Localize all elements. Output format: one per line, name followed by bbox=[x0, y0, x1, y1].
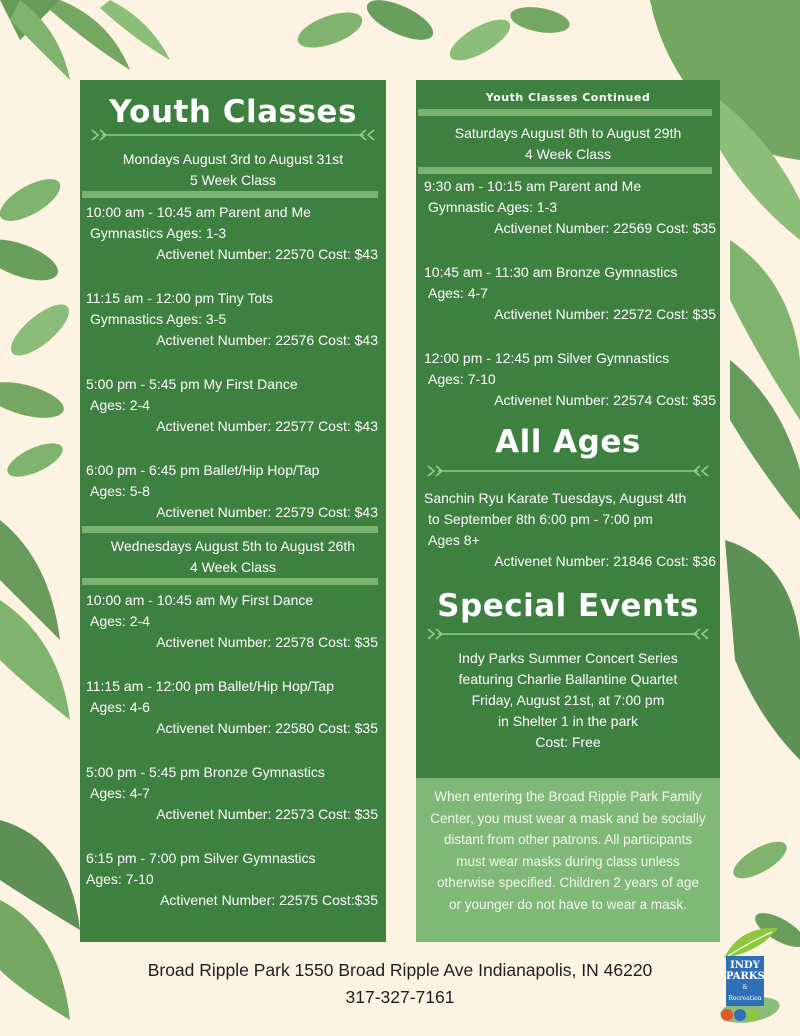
section-divider bbox=[418, 167, 712, 174]
class-entry: 10:45 am - 11:30 am Bronze Gymnastics Ages: 4-7 Activenet Number: 22572 Cost: $35 bbox=[424, 264, 716, 322]
wednesday-dates: Wednesdays August 5th to August 26th bbox=[110, 538, 356, 554]
special-events-title: Special Events bbox=[437, 588, 699, 624]
class-entry: 11:15 am - 12:00 pm Ballet/Hip Hop/Tap Ages: 4-6 Activenet Number: 22580 Cost: $35 bbox=[86, 678, 378, 736]
class-entry: 6:15 pm - 7:00 pm Silver Gymnastics Ages: 7-10 Activenet Number: 22575 Cost:$35 bbox=[86, 850, 378, 908]
monday-dates: Mondays August 3rd to August 31st bbox=[122, 151, 344, 167]
section-divider bbox=[418, 109, 712, 116]
youth-classes-title: Youth Classes bbox=[109, 94, 357, 130]
youth-classes-panel bbox=[80, 80, 386, 942]
monday-length: 5 Week Class bbox=[189, 172, 277, 188]
wednesday-length: 4 Week Class bbox=[189, 559, 277, 575]
concert-event: Indy Parks Summer Concert Series featuring Charlie Ballantine Quartet Friday, August 21st, at 7:00 pm in Shelter 1 in the park Cost: Free bbox=[458, 650, 678, 750]
flourish-icon bbox=[88, 128, 378, 142]
karate-entry: Sanchin Ryu Karate Tuesdays, August 4th to September 8th 6:00 pm - 7:00 pm Ages 8+ Activenet Number: 21846 Cost: $36 bbox=[424, 490, 716, 569]
class-entry: 5:00 pm - 5:45 pm My First Dance Ages: 2-4 Activenet Number: 22577 Cost: $43 bbox=[86, 376, 378, 434]
mask-notice: When entering the Broad Ripple Park Family Center, you must wear a mask and be socially distant from other patrons. All participants must wear masks during class unless otherwise specified. Children 2 years of age or younger do not have to wear a mask. bbox=[416, 778, 720, 942]
section-divider bbox=[82, 578, 378, 585]
class-entry: 12:00 pm - 12:45 pm Silver Gymnastics Ages: 7-10 Activenet Number: 22574 Cost: $35 bbox=[424, 350, 716, 408]
all-ages-title: All Ages bbox=[495, 424, 641, 460]
section-divider bbox=[82, 191, 378, 198]
class-entry: 11:15 am - 12:00 pm Tiny Tots Gymnastics Ages: 3-5 Activenet Number: 22576 Cost: $43 bbox=[86, 290, 378, 348]
logo-wordmark: INDY PARKS & Recreation bbox=[726, 956, 764, 1006]
section-divider bbox=[82, 526, 378, 533]
flourish-icon bbox=[424, 627, 712, 641]
saturday-length: 4 Week Class bbox=[524, 146, 612, 162]
class-entry: 10:00 am - 10:45 am My First Dance Ages: 2-4 Activenet Number: 22578 Cost: $35 bbox=[86, 592, 378, 650]
flourish-icon bbox=[424, 464, 712, 478]
class-entry: 5:00 pm - 5:45 pm Bronze Gymnastics Ages: 4-7 Activenet Number: 22573 Cost: $35 bbox=[86, 764, 378, 822]
class-entry: 9:30 am - 10:15 am Parent and Me Gymnastic Ages: 1-3 Activenet Number: 22569 Cost: $35 bbox=[424, 178, 716, 236]
indy-parks-logo bbox=[720, 922, 784, 1022]
youth-classes-continued-panel bbox=[416, 80, 720, 942]
footer-phone: 317-327-7161 bbox=[345, 987, 455, 1007]
class-entry: 6:00 pm - 6:45 pm Ballet/Hip Hop/Tap Ages: 5-8 Activenet Number: 22579 Cost: $43 bbox=[86, 462, 378, 520]
saturday-dates: Saturdays August 8th to August 29th bbox=[454, 125, 682, 141]
youth-classes-continued-title: Youth Classes Continued bbox=[485, 91, 651, 104]
logo-circles-icon bbox=[720, 1008, 770, 1022]
footer-address: Broad Ripple Park 1550 Broad Ripple Ave Indianapolis, IN 46220 bbox=[147, 960, 653, 980]
class-entry: 10:00 am - 10:45 am Parent and Me Gymnastics Ages: 1-3 Activenet Number: 22570 Cost: $43 bbox=[86, 204, 378, 262]
